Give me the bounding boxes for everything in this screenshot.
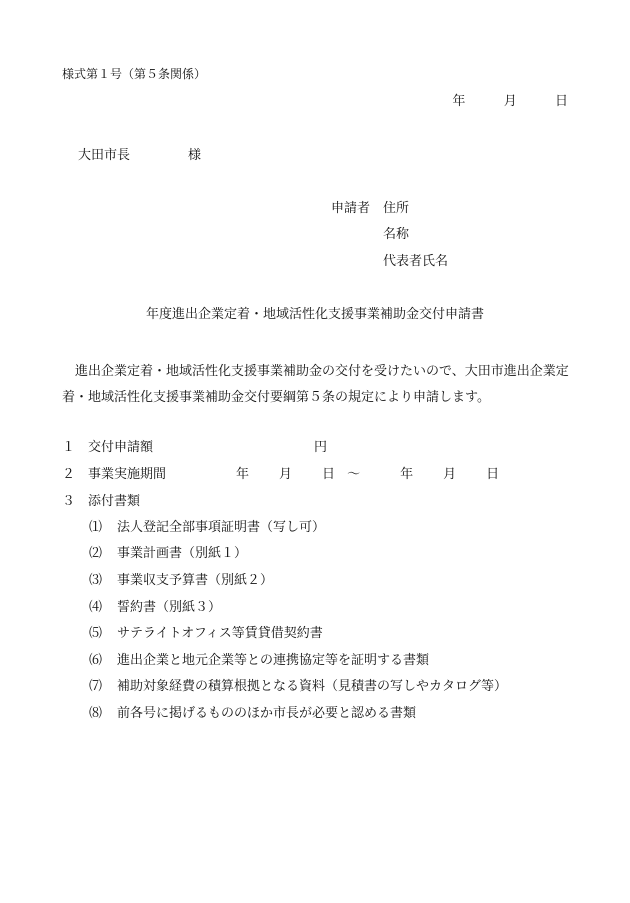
attachment-item bbox=[89, 679, 507, 695]
attachment-item bbox=[89, 573, 273, 589]
period-start-month: 月 bbox=[279, 467, 293, 482]
attachment-label: 事業計画書（別紙１） bbox=[117, 546, 248, 561]
period-end-month: 月 bbox=[443, 467, 457, 482]
attachment-number: ⑶ bbox=[89, 573, 103, 588]
attachment-item bbox=[89, 546, 247, 562]
period-start-day: 日 bbox=[322, 467, 336, 482]
attachment-label: 補助対象経費の積算根拠となる資料（見積書の写しやカタログ等） bbox=[117, 679, 508, 694]
amount-unit: 円 bbox=[314, 440, 328, 455]
attachment-item bbox=[89, 653, 429, 669]
addressee-name: 大田市長 bbox=[78, 148, 131, 163]
attachment-item bbox=[89, 626, 323, 642]
attachment-label: 進出企業と地元企業等との連携協定等を証明する書類 bbox=[117, 653, 430, 668]
item-label: 添付書類 bbox=[88, 494, 141, 509]
item-number: ３ bbox=[62, 494, 76, 509]
item-number: ２ bbox=[62, 467, 76, 482]
attachment-number: ⑴ bbox=[89, 520, 103, 535]
item-number: １ bbox=[62, 440, 76, 455]
attachment-number: ⑻ bbox=[89, 706, 103, 721]
item-application-amount bbox=[62, 440, 327, 456]
attachment-item bbox=[89, 600, 221, 616]
body-text bbox=[62, 359, 574, 411]
attachment-item bbox=[89, 706, 416, 722]
date-day: 日 bbox=[554, 94, 568, 109]
addressee bbox=[78, 148, 201, 164]
body-paragraph: 進出企業定着・地域活性化支援事業補助金の交付を受けたいので、大田市進出企業定着・地域活性化支援事業補助金交付要綱第５条の規定により申請します。 bbox=[62, 364, 569, 405]
attachment-number: ⑵ bbox=[89, 546, 103, 561]
attachment-number: ⑺ bbox=[89, 679, 103, 694]
addressee-honorific: 様 bbox=[188, 148, 202, 163]
applicant-field-name: 名称 bbox=[383, 227, 410, 242]
date-year: 年 bbox=[452, 94, 466, 109]
applicant-label: 申請者 bbox=[331, 201, 371, 216]
period-end-day: 日 bbox=[486, 467, 500, 482]
attachment-label: 誓約書（別紙３） bbox=[117, 600, 222, 615]
document-title: 年度進出企業定着・地域活性化支援事業補助金交付申請書 bbox=[145, 307, 484, 322]
item-label: 事業実施期間 bbox=[88, 467, 167, 482]
item-label: 交付申請額 bbox=[88, 440, 154, 455]
date-line bbox=[452, 94, 568, 110]
attachment-number: ⑷ bbox=[89, 600, 103, 615]
item-implementation-period bbox=[62, 467, 499, 483]
attachment-number: ⑹ bbox=[89, 653, 103, 668]
period-end-year: 年 bbox=[400, 467, 414, 482]
attachment-number: ⑸ bbox=[89, 626, 103, 641]
period-separator: ～ bbox=[347, 467, 361, 482]
attachment-item bbox=[89, 520, 325, 536]
attachment-label: 法人登記全部事項証明書（写し可） bbox=[117, 520, 326, 535]
applicant-field-address: 住所 bbox=[383, 201, 410, 216]
date-month: 月 bbox=[503, 94, 517, 109]
period-start-year: 年 bbox=[236, 467, 250, 482]
attachment-label: 前各号に掲げるもののほか市長が必要と認める書類 bbox=[117, 706, 417, 721]
form-number: 様式第１号（第５条関係） bbox=[62, 67, 207, 81]
attachment-label: サテライトオフィス等賃貸借契約書 bbox=[117, 626, 323, 641]
item-attachments bbox=[62, 494, 140, 510]
attachment-label: 事業収支予算書（別紙２） bbox=[117, 573, 274, 588]
applicant-field-representative: 代表者氏名 bbox=[383, 254, 449, 269]
